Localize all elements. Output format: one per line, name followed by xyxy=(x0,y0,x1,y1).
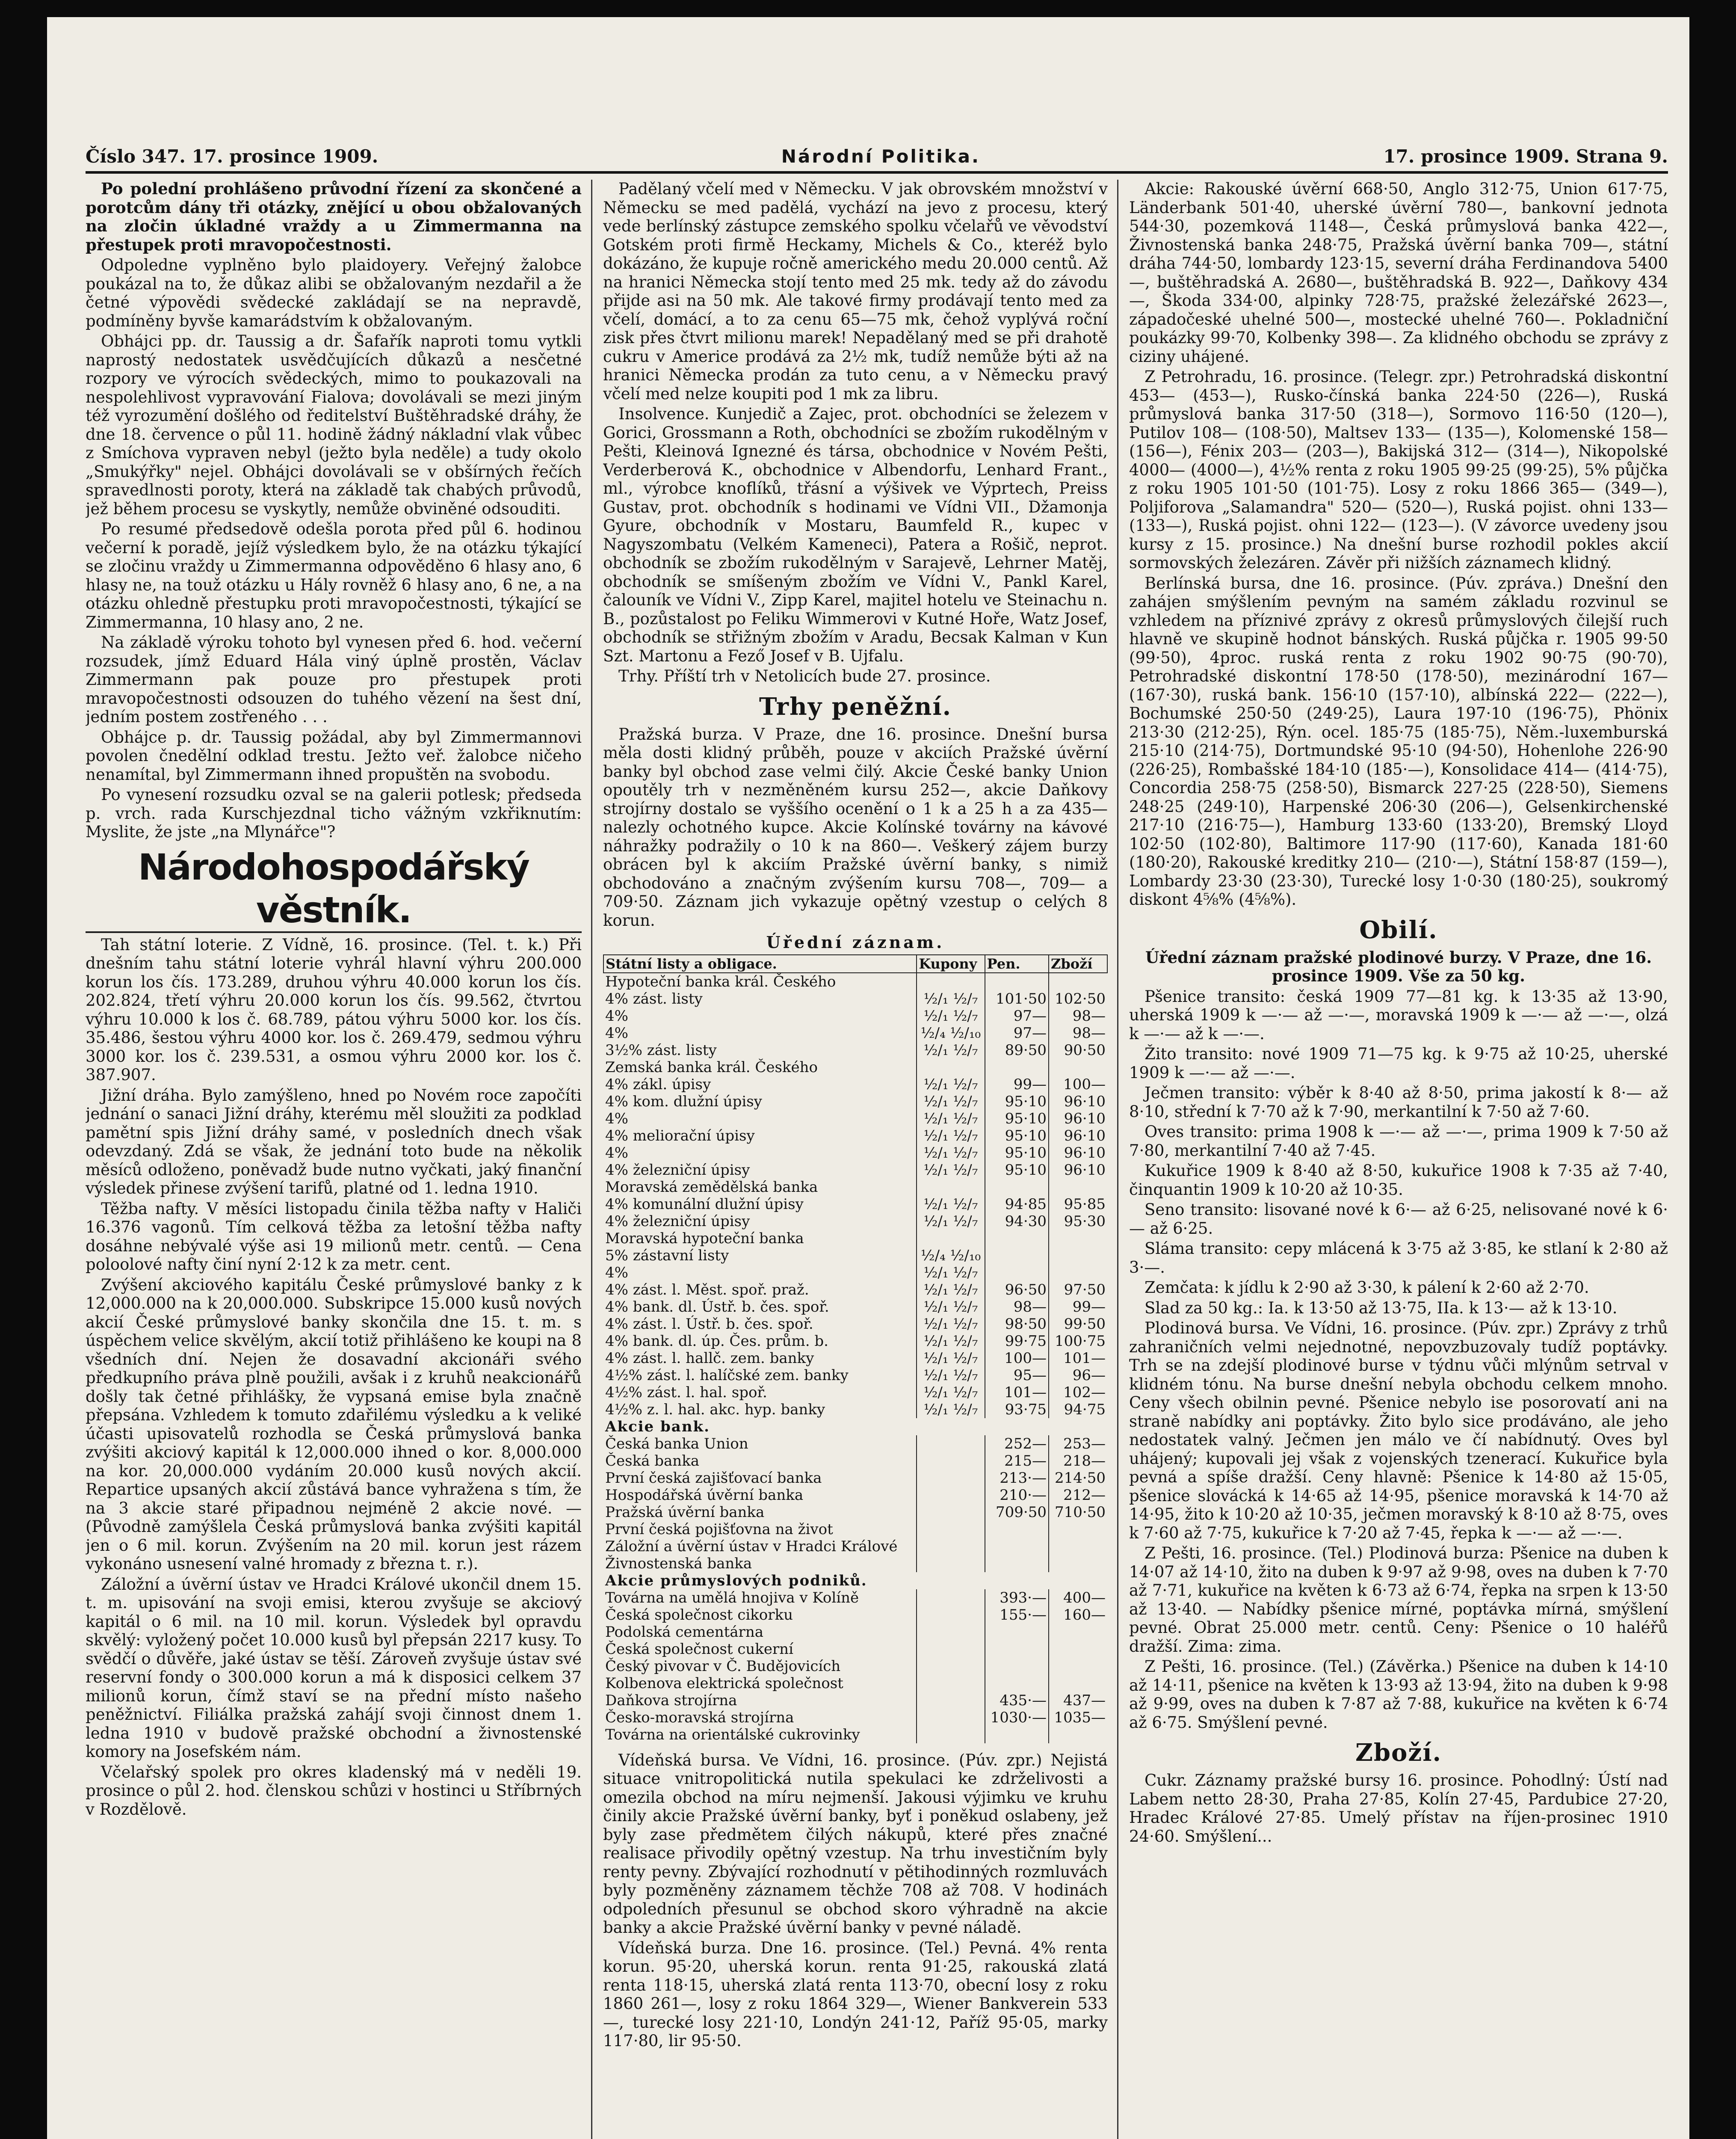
bond-table-row xyxy=(603,1401,1107,1418)
bond-table-row xyxy=(603,1333,1107,1350)
bond-coupon-cell: ½/₁ ½/₇ xyxy=(917,1281,985,1298)
bond-name-cell: Zemská banka král. Českého xyxy=(605,1058,818,1076)
bond-table-row xyxy=(603,1487,1107,1504)
newspaper-title: Národní Politika. xyxy=(781,146,980,167)
bond-table-row xyxy=(603,1161,1107,1179)
bond-name-cell: 4% železniční úpisy xyxy=(605,1161,750,1179)
oil-mining-article: Těžba nafty. V měsíci listopadu činila těžba nafty v Haliči 16.376 vagonů. Tím celková těžba za letošní těžba nafty dosáhne nebývalé výše asi 19 milionů metr. centů. — Cena poloolové nafty činí nyní 2·12 k za metr. cent. xyxy=(86,1199,582,1274)
bond-name-cell: 4% zákl. úpisy xyxy=(605,1075,711,1093)
bond-table-row xyxy=(603,1093,1107,1110)
bond-bid-cell xyxy=(985,1059,1049,1076)
bond-table-row xyxy=(603,1469,1107,1487)
bond-coupon-cell: ½/₁ ½/₇ xyxy=(917,1110,985,1127)
bond-bid-cell xyxy=(985,1641,1049,1658)
bond-ask-cell: 99— xyxy=(1049,1298,1107,1315)
bond-coupon-cell: ½/₄ ½/₁₀ xyxy=(917,1247,985,1264)
col-header-coupons: Kupony xyxy=(917,955,985,973)
bond-bid-cell: 252— xyxy=(985,1435,1049,1452)
bond-table-row xyxy=(603,1521,1107,1538)
bond-table-row xyxy=(603,990,1107,1007)
column-left xyxy=(86,180,582,2139)
bond-table-row xyxy=(603,1350,1107,1367)
wheat-quote: Pšenice transito: česká 1909 77—81 kg. k 13·35 až 13·90, uherská 1909 k —·— až —·—, moravská 1909 k —·— až —·—, olzá k —·— až k —·—. xyxy=(1129,987,1668,1043)
bond-coupon-cell xyxy=(917,1589,985,1606)
issue-number: Číslo 347. 17. prosince 1909. xyxy=(86,146,379,167)
newspaper-page xyxy=(47,17,1689,2139)
bond-table-row xyxy=(603,1179,1107,1196)
bond-table-row xyxy=(603,1196,1107,1213)
bond-coupon-cell xyxy=(917,1692,985,1709)
bond-ask-cell: 98— xyxy=(1049,1025,1107,1042)
bond-bid-cell: 100— xyxy=(985,1350,1049,1367)
bond-coupon-cell: ½/₁ ½/₇ xyxy=(917,1350,985,1367)
trial-verdict-vote: Po resumé předsedově odešla porota před půl 6. hodinou večerní k poradě, jejíž výsledkem bylo, že na otázku týkající se zločinu vraždy u Zimmermanna odpověděno 6 hlasy ano, 6 hlasy ne, na touž otázku u Hály rovněž 6 hlasy ano, 6 ne, a na otázku ohledně přestupku proti mravopočestnosti, týkající se Zimmermanna, 10 hlasy ano, 2 ne. xyxy=(86,520,582,631)
bond-table-row xyxy=(603,1692,1107,1709)
bond-table-row xyxy=(603,1452,1107,1469)
bond-ask-cell xyxy=(1049,1264,1107,1281)
bond-bid-cell xyxy=(985,1658,1049,1675)
bond-name-cell: Podolská cementárna xyxy=(605,1623,763,1641)
column-middle xyxy=(603,180,1108,2139)
bond-name-cell: Česká banka Union xyxy=(605,1435,748,1452)
bond-coupon-cell xyxy=(917,1179,985,1196)
bond-bid-cell: 709·50 xyxy=(985,1504,1049,1521)
bond-name-cell: 4½% zást. l. halíčské zem. banky xyxy=(605,1366,849,1384)
trial-sentence: Na základě výroku tohoto byl vynesen před 6. hod. večerní rozsudek, jímž Eduard Hála viný úplně prostěn, Václav Zimmermann pak pouze pro přestupek proti mravopočestnosti odsouzen do tuhého vězení na šest dní, jedním postem zostřeného . . . xyxy=(86,633,582,726)
potato-quote: Zemčata: k jídlu k 2·90 až 3·30, k pálení k 2·60 až 2·70. xyxy=(1145,1278,1589,1297)
bond-ask-cell xyxy=(1049,1179,1107,1196)
masthead xyxy=(86,141,1668,167)
col-header-ask: Zboží xyxy=(1049,955,1107,973)
bond-bid-cell: 97— xyxy=(985,1025,1049,1042)
bond-table-row xyxy=(603,1435,1107,1452)
bond-table-row xyxy=(603,1076,1107,1093)
bond-table-group-row xyxy=(603,1572,1107,1589)
bond-table-row xyxy=(603,1127,1107,1144)
bond-coupon-cell xyxy=(917,1555,985,1572)
bond-bid-cell: 101·50 xyxy=(985,990,1049,1007)
bond-ask-cell: 96·10 xyxy=(1049,1144,1107,1161)
bond-bid-cell: 94·30 xyxy=(985,1213,1049,1230)
money-markets-heading: Trhy peněžní. xyxy=(759,692,952,721)
bond-table-header xyxy=(603,955,1107,973)
bond-bid-cell: 435·— xyxy=(985,1692,1049,1709)
bond-table-row xyxy=(603,1298,1107,1315)
bond-ask-cell: 96·10 xyxy=(1049,1110,1107,1127)
bond-ask-cell: 96·10 xyxy=(1049,1161,1107,1179)
bond-coupon-cell: ½/₁ ½/₇ xyxy=(917,1007,985,1025)
bond-table-row xyxy=(603,1709,1107,1726)
bond-coupon-cell: ½/₁ ½/₇ xyxy=(917,1384,985,1401)
bond-table-row xyxy=(603,1555,1107,1572)
bond-bid-cell: 95·10 xyxy=(985,1127,1049,1144)
bond-bid-cell xyxy=(985,1264,1049,1281)
bond-ask-cell xyxy=(1049,1521,1107,1538)
bond-coupon-cell xyxy=(917,1230,985,1247)
bond-name-cell: Moravská zemědělská banka xyxy=(605,1178,818,1196)
bond-ask-cell xyxy=(1049,1624,1107,1641)
bond-ask-cell: 400— xyxy=(1049,1589,1107,1606)
bond-coupon-cell xyxy=(917,1624,985,1641)
bond-bid-cell: 393·— xyxy=(985,1589,1049,1606)
bond-bid-cell: 95·10 xyxy=(985,1161,1049,1179)
bond-name-cell: 4½% z. l. hal. akc. hyp. banky xyxy=(605,1401,825,1418)
trial-gallery: Po vynesení rozsudku ozval se na galerii potlesk; předseda p. vrch. rada Kurschjezdnal ticho vážným vzkřiknutím: Myslite, že jste „na Mlynářce"? xyxy=(86,785,582,841)
vienna-produce-exchange: Plodinová bursa. Ve Vídni, 16. prosince. (Púv. zpr.) Zprávy z trhů zahraničních velmi nejednotné, nepovzbuzovaly tudíž poptávky. Trh se na zdejší plodinové burse v týdnu vůči mlýnům setrval v klidném tónu. Na burse dnešní nebyla obchodu celkem mnoho. Ceny všech obilnin pevné. Pšenice nebylo ise posorovatí ani na straně nabídky ani poptávky. Žito bylo sice prodáváno, ale jeho nedostatek valný. Ječmen jen málo ve čí nabídnutý. Oves byl uhájený; kupovali jej však z vojenských tzenerací. Kukuřice byla pevná a spíše dražší. Ceny hlavně: Pšenice k 14·80 až 15·05, pšenice slovácká k 14·65 až 14·95, pšenice moravská k 14·70 až 14·95, žito k 10·20 až 10·35, ječmen moravský k 8·10 až 8·75, oves k 7·60 až 7·75, kukuřice k 7·20 až 7·45, řepka k —·— až —·—. xyxy=(1129,1319,1668,1542)
bond-ask-cell xyxy=(1049,1538,1107,1555)
bond-coupon-cell xyxy=(917,1469,985,1487)
bank-capital-article: Zvýšení akciového kapitálu České průmyslové banky z k 12,000.000 na k 20,000.000. Subskripce 15.000 kusů nových akcií České průmyslové banky skončila dne 15. t. m. s úspěchem velice skvělým, akcií totiž přihlášeno ke koupi na 8 všedních dní. Nejen že dosavadní akcionáři svého předkupního práva plně použili, avšak i z kruhů neakcionářů došly tak četné přihlášky, že vypsaná emise byla značně přepsána. Vzhledem k tomuto zdařilému výsledku a k veliké účasti upisovatelů rozhodla se Česká průmyslová banka zvýšiti akciový kapitál k 12,000.000 ihned o kor. 8,000.000 na kor. 20,000.000 vydáním 20.000 kusů nových akcií. Repartice upsaných akcií zůstává bance vyhražena s tím, že na 3 akcie staré připadnou nejméně 2 akcie nové. — (Původně zamýšlela Česká průmyslová banka zvýšiti kapitál jen o 6 mil. korun. Zvýšením na 20 mil. korun jest rázem vykonáno usnesení valné hromady z března t. r.). xyxy=(86,1275,582,1573)
bond-coupon-cell xyxy=(917,1521,985,1538)
lottery-article: Tah státní loterie. Z Vídně, 16. prosince. (Tel. t. k.) Při dnešním tahu státní loterie vyhrál hlavní výhru 200.000 korun los čís. 173.289, druhou výhru 40.000 korun los čís. 202.824, třetí výhru 20.000 korun los čís. 99.562, čtvrtou výhru 10.000 k los č. 68.789, pátou výhru 5000 kor. los čís. 35.486, šestou výhru 4000 kor. los č. 269.479, sedmou výhru 3000 kor. los č. 239.531, a osmou výhru 2000 kor. los č. 387.907. xyxy=(86,935,582,1084)
bond-bid-cell: 210·— xyxy=(985,1487,1049,1504)
bond-name-cell: 4% zást. l. Měst. spoř. praž. xyxy=(605,1281,809,1298)
vienna-exchange-article: Vídeňská bursa. Ve Vídni, 16. prosince. (Púv. zpr.) Nejistá situace vnitropolitická nutila spekulaci ke zdrželivosti a omezila obchod na míru nejmenší. Jakousi výjimku ve kruhu činily akcie Pražské úvěrní banky, byť i poněkud oslabeny, jež byly zase předmětem čilých nákupů, které přes značné realisace přivodily opětný vzestup. Na trhu investičním byly renty pevny. Zbývající rozhodnutí v pětihodinných rozmluvách byly pozměněny záznamem těchže 708 až 708. V hodinách odpoledních přesunul se obchod skoro výhradně na akcie banky a akcie Pražské úvěrní banky v pevné náladě. xyxy=(603,1751,1108,1937)
fake-honey-article: Padělaný včelí med v Německu. V jak obrovském množství v Německu se med padělá, vychází na jevo z procesu, který vede berlínský zástupce zemského spolku včelařů ve věvodství Gotském proti firmě Heckamy, Michels & Co., kteréž bylo dokázáno, že kupuje ročně amerického medu 20.000 centů. Až na hranici Německa stojí tento med 25 mk. tedy až do závodu přijde asi na 50 mk. Ale takové firmy prodávají tento med za včelí, domácí, a to za cenu 65—75 mk, čehož vyplývá roční zisk přes čtvrt milionu marek! Nepadělaný med se při drahotě cukru v Americe prodává za 2½ mk, tudíž nemůže býti až na hranici Německa prodán za tuto cenu, a v Německu pravý včelí med nelze koupiti pod 1 mk za libru. xyxy=(603,180,1108,403)
bond-table-row xyxy=(603,1110,1107,1127)
bond-name-cell: První česká pojišťovna na život xyxy=(605,1520,833,1538)
bond-ask-cell xyxy=(1049,973,1107,990)
bond-name-cell: Továrna na orientálské cukrovinky xyxy=(605,1726,860,1743)
bond-name-cell: 4% xyxy=(605,1007,628,1025)
bond-name-cell: 4% bank. dl. úp. Čes. prům. b. xyxy=(605,1332,828,1350)
bond-ask-cell xyxy=(1049,1059,1107,1076)
bond-ask-cell: 437— xyxy=(1049,1692,1107,1709)
bond-bid-cell xyxy=(985,1624,1049,1641)
bond-ask-cell: 102— xyxy=(1049,1384,1107,1401)
bond-name-cell: Moravská hypoteční banka xyxy=(605,1229,804,1247)
bond-bid-cell: 95·10 xyxy=(985,1144,1049,1161)
bond-ask-cell xyxy=(1049,1247,1107,1264)
bond-name-cell: Továrna na umělá hnojiva v Kolíně xyxy=(605,1589,859,1606)
bond-bid-cell xyxy=(985,973,1049,990)
grain-official-title: Úřední záznam pražské plodinové burzy. V Praze, dne 16. prosince 1909. Vše za 50 kg. xyxy=(1145,948,1652,985)
bond-coupon-cell: ½/₁ ½/₇ xyxy=(917,1264,985,1281)
berlin-exchange: Berlínská bursa, dne 16. prosince. (Púv. zpráva.) Dnešní den zahájen smýšlením pevným na samém základu rozvinul se vzhledem na příznivé zprávy z okresů průmyslových čilejší ruch hlavně ve skupině hodnot bánských. Ruská půjčka r. 1905 99·50 (99·50), 4proc. ruská renta z roku 1902 90·75 (90·70), Petrohradské diskontní 178·50 (178·50), mezinárodní 167— (167·30), ruská bank. 156·10 (157·10), albínská 222— (222—), Bochumské 250·50 (249·25), Laura 197·10 (196·75), Phönix 213·30 (212·25), Rýn. ocel. 185·75 (185·75), Něm.-luxemburská 215·10 (214·75), Dortmundské 95·10 (94·50), Hohenlohe 226·90 (226·25), Rombašské 184·10 (185·—), Konsolidace 414— (414·75), Concordia 258·75 (258·50), Bismarck 227·25 (228·50), Siemens 248·25 (249·10), Harpenské 206·30 (206—), Gelsenkirchenské 217·10 (216·75—), Hamburg 133·60 (133·20), Bremský Lloyd 102·50 (102·80), Baltimore 117·90 (117·60), Kanada 181·60 (180·20), Rakouské kreditky 210— (210·—), Státní 158·87 (159—), Lombardy 23·30 (23·30), Turecké losy 1·0·30 (180·25), soukromý diskont 4⅝% (4⅝%). xyxy=(1129,574,1668,909)
bond-name-cell: Český pivovar v Č. Budějovicích xyxy=(605,1657,841,1675)
bond-bid-cell xyxy=(985,1521,1049,1538)
bond-name-cell: Záložní a úvěrní ústav v Hradci Králové xyxy=(605,1538,898,1555)
bond-ask-cell: 96·10 xyxy=(1049,1093,1107,1110)
barley-quote: Ječmen transito: výběr k 8·40 až 8·50, prima jakostí k 8·— až 8·10, střední k 7·70 až k 7·90, merkantilní k 7·50 až 7·60. xyxy=(1129,1084,1668,1121)
bond-bid-cell: 95·10 xyxy=(985,1110,1049,1127)
bond-coupon-cell: ½/₁ ½/₇ xyxy=(917,1333,985,1350)
bond-bid-cell: 95— xyxy=(985,1367,1049,1384)
bond-name-cell: Hypoteční banka král. Českého xyxy=(605,973,836,990)
bond-ask-cell: 95·30 xyxy=(1049,1213,1107,1230)
bond-table-row xyxy=(603,1059,1107,1076)
shares-quotes: Akcie: Rakouské úvěrní 668·50, Anglo 312·75, Union 617·75, Länderbank 501·40, uherské úvěrní 780—, bankovní jednota 544·30, pozemková 1148—, Česká průmyslová banka 422—, Živnostenská banka 248·75, Pražská úvěrní banka 709—, státní dráha 744·50, lombardy 123·15, severní dráha Ferdinandova 5400—, buštěhradská A. 2680—, buštěhradská B. 922—, Daňkovy 434—, Škoda 334·00, alpinky 728·75, pražské železářské 2623—, západočeské uhelné 500—, mostecké uhelné 760—. Pokladniční poukázky 99·70, Kolbenky 398—. Za klidného obchodu se zprávy z ciziny uhájené. xyxy=(1129,180,1668,366)
bond-ask-cell: 214·50 xyxy=(1049,1469,1107,1487)
bond-coupon-cell: ½/₁ ½/₇ xyxy=(917,1093,985,1110)
bond-table-row xyxy=(603,1264,1107,1281)
bond-name-cell: Daňkova strojírna xyxy=(605,1692,737,1709)
bond-name-cell: První česká zajišťovací banka xyxy=(605,1469,822,1487)
bond-coupon-cell xyxy=(917,973,985,990)
bond-coupon-cell: ½/₁ ½/₇ xyxy=(917,1144,985,1161)
bond-table-row xyxy=(603,1624,1107,1641)
bond-table-row xyxy=(603,1042,1107,1059)
bond-bid-cell xyxy=(985,1555,1049,1572)
bond-name-cell: 4% xyxy=(605,1110,628,1127)
col-header-bid: Pen. xyxy=(985,955,1049,973)
bond-bid-cell xyxy=(985,1247,1049,1264)
bond-coupon-cell xyxy=(917,1059,985,1076)
pest-closing: Z Pešti, 16. prosince. (Tel.) (Závěrka.) Pšenice na duben k 14·10 až 14·11, pšenice na květen k 13·93 až 13·94, žito na duben k 9·98 až 9·99, oves na duben k 7·87 až 7·88, kukuřice na květen k 6·74 až 6·75. Smýšlení pevné. xyxy=(1129,1657,1668,1732)
bond-bid-cell: 213·— xyxy=(985,1469,1049,1487)
bond-bid-cell: 155·— xyxy=(985,1606,1049,1624)
bond-table-group-row xyxy=(603,1418,1107,1435)
column-rule-1 xyxy=(591,180,592,2139)
official-quotes-title: Úřední záznam. xyxy=(766,933,945,952)
bond-ask-cell: 94·75 xyxy=(1049,1401,1107,1418)
prague-exchange-article: Pražská burza. V Praze, dne 16. prosince. Dnešní bursa měla dosti klidný průběh, pouze v akciích Pražské úvěrní banky byl obchod zase velmi čilý. Akcie České banky Union opoutěly trh v nezměněném kursu 252—, akcie Daňkovy strojírny dostalo se vyššího ocenění o 1 k a 25 h a za 435— nalezly ochotného kupce. Akcie Kolínské továrny na kávové náhražky podražily o 10 k na 860—. Veškerý zájem burzy obrácen byl k akciím Pražské úvěrní banky, s nimiž obchodováno a značným zvýšením kursu 708—, 709— a 709·50. Záznam jich vykazuje opětný vzestup o celých 8 korun. xyxy=(603,725,1108,930)
bond-ask-cell: 100·75 xyxy=(1049,1333,1107,1350)
bond-bid-cell: 89·50 xyxy=(985,1042,1049,1059)
rye-quote: Žito transito: nové 1909 71—75 kg. k 9·75 až 10·25, uherské 1909 k —·— až —·—. xyxy=(1129,1045,1668,1082)
bond-coupon-cell: ½/₁ ½/₇ xyxy=(917,1196,985,1213)
column-rule-2 xyxy=(1117,180,1118,2139)
southern-railway-article: Jižní dráha. Bylo zamýšleno, hned po Novém roce započíti jednání o sanaci Jižní dráhy, kterému měl sloužiti za podklad pamětní spis Jižní dráhy samé, v posledních dnech však odevzdaný. Zdá se však, že jednání toto bude na několik měsíců odloženo, poněvadž bude nutno vyčkati, jaký finanční výsledek přinese zvýšení tarifů, platné od 1. ledna 1910. xyxy=(86,1086,582,1197)
bond-coupon-cell: ½/₁ ½/₇ xyxy=(917,1127,985,1144)
sugar-quote: Cukr. Záznamy pražské bursy 16. prosince. Pohodlný: Ústí nad Labem netto 28·30, Praha 27·85, Kolín 27·45, Pardubice 27·20, Hradec Králové 27·85. Umelý přístav na říjen-prosinec 1910 24·60. Smýšlení... xyxy=(1129,1771,1668,1846)
economic-section-title: Národohospodářský věstník. xyxy=(86,846,582,933)
bond-name-cell: 4% meliorační úpisy xyxy=(605,1127,755,1144)
bond-coupon-cell xyxy=(917,1538,985,1555)
bond-ask-cell: 212— xyxy=(1049,1487,1107,1504)
bond-bid-cell: 96·50 xyxy=(985,1281,1049,1298)
bond-ask-cell: 710·50 xyxy=(1049,1504,1107,1521)
bond-bid-cell: 97— xyxy=(985,1007,1049,1025)
bond-table-row xyxy=(603,1230,1107,1247)
page-number: 17. prosince 1909. Strana 9. xyxy=(1383,146,1668,167)
bond-coupon-cell: ½/₁ ½/₇ xyxy=(917,1161,985,1179)
vienna-exchange-quotes: Vídeňská burza. Dne 16. prosince. (Tel.) Pevná. 4% renta korun. 95·20, uherská korun. renta 91·25, rakouská zlatá renta 118·15, uherská zlatá renta 113·70, obecní losy z roku 1860 261—, losy z roku 1864 329—, Wiener Bankverein 533—, turecké losy 221·10, Londýn 241·12, Paříž 95·05, marky 117·80, lir 95·50. xyxy=(603,1938,1108,2050)
malt-quote: Slad za 50 kg.: Ia. k 13·50 až 13·75, IIa. k 13·— až k 13·10. xyxy=(1145,1298,1618,1317)
bond-bid-cell xyxy=(985,1538,1049,1555)
bond-table-row xyxy=(603,1675,1107,1692)
bond-coupon-cell xyxy=(917,1606,985,1624)
bond-name-cell: 4% xyxy=(605,1144,628,1161)
bond-table-row xyxy=(603,1025,1107,1042)
bond-name-cell: 4% xyxy=(605,1024,628,1042)
masthead-rule xyxy=(86,171,1668,174)
bond-coupon-cell: ½/₄ ½/₁₀ xyxy=(917,1025,985,1042)
bond-ask-cell: 218— xyxy=(1049,1452,1107,1469)
hradec-bank-article: Záložní a úvěrní ústav ve Hradci Králové ukončil dnem 15. t. m. upisování na svoji emisi, kterou zvyšuje se akciový kapitál o 6 mil. na 10 mil. korun. Výsledek byl opravdu skvělý: vyložený počet 10.000 kusů byl přepsán 2217 kusy. To svědčí o důvěře, jaké ústav se těší. Zároveň zvyšuje ústav své reservní fondy o 300.000 korun a má k disposici celkem 37 milionů korun, čímž staví se na přední místo našeho peněžnictví. Filiálka pražská zahájí svoji činnost dnem 1. ledna 1910 v budově pražské obchodní a živnostenské komory na Josefském nám. xyxy=(86,1575,582,1761)
trial-release: Obhájce p. dr. Taussig požádal, aby byl Zimmermannovi povolen čnedělní odklad trestu. Ježto veř. žalobce ničeho nenamítal, byl Zimmermann ihned propuštěn na svobodu. xyxy=(86,728,582,784)
bond-ask-cell: 160— xyxy=(1049,1606,1107,1624)
bond-ask-cell: 97·50 xyxy=(1049,1281,1107,1298)
bond-name-cell: 4% železniční úpisy xyxy=(605,1212,750,1230)
markets-notice: Trhy. Příští trh v Netolicích bude 27. prosince. xyxy=(618,667,991,685)
bond-table-row xyxy=(603,1641,1107,1658)
bond-name-cell: 4% zást. l. hallč. zem. banky xyxy=(605,1349,814,1367)
bond-ask-cell: 90·50 xyxy=(1049,1042,1107,1059)
trial-intro: Po polední prohlášeno průvodní řízení za skončené a porotcům dány tři otázky, znějící u obou obžalovaných na zločin úkladné vraždy a u Zimmermanna na přestupek proti mravopočestnosti. xyxy=(86,180,582,254)
bond-ask-cell: 98— xyxy=(1049,1007,1107,1025)
bond-bid-cell: 99·75 xyxy=(985,1333,1049,1350)
bond-ask-cell xyxy=(1049,1641,1107,1658)
bond-name-cell: Česká společnost cukerní xyxy=(605,1640,793,1658)
bond-ask-cell xyxy=(1049,1555,1107,1572)
bond-bid-cell xyxy=(985,1179,1049,1196)
bond-coupon-cell xyxy=(917,1675,985,1692)
straw-quote: Sláma transito: cepy mlácená k 3·75 až 3·85, ke stlaní k 2·80 až 3·—. xyxy=(1129,1239,1668,1277)
bond-name-cell: Česko-moravská strojírna xyxy=(605,1709,794,1726)
bond-coupon-cell: ½/₁ ½/₇ xyxy=(917,1076,985,1093)
bond-table-row xyxy=(603,1504,1107,1521)
bond-name-cell: Živnostenská banka xyxy=(605,1555,752,1572)
bond-table-row xyxy=(603,1606,1107,1624)
grain-heading: Obilí. xyxy=(1359,915,1438,944)
trial-plaidoyer: Odpoledne vyplněno bylo plaidoyery. Veřejný žalobce poukázal na to, že důkaz alibi se obžalovaným nezdařil a že četné výpovědi svědecké zakládají se na nepravdě, podmíněny byvše kamarádstvím k obžalovaným. xyxy=(86,256,582,330)
bond-bid-cell: 95·10 xyxy=(985,1093,1049,1110)
bond-ask-cell: 102·50 xyxy=(1049,990,1107,1007)
bond-table-row xyxy=(603,1144,1107,1161)
bond-coupon-cell: ½/₁ ½/₇ xyxy=(917,990,985,1007)
corn-quote: Kukuřice 1909 k 8·40 až 8·50, kukuřice 1908 k 7·35 až 7·40, činquantin 1909 k 10·20 až 10·35. xyxy=(1129,1161,1668,1199)
bond-bid-cell xyxy=(985,1675,1049,1692)
bond-bid-cell xyxy=(985,1230,1049,1247)
bond-name-cell: 5% zástavní listy xyxy=(605,1247,729,1264)
bond-ask-cell: 99·50 xyxy=(1049,1315,1107,1333)
bond-name-cell: Kolbenova elektrická společnost xyxy=(605,1674,843,1692)
bond-ask-cell: 96— xyxy=(1049,1367,1107,1384)
petersburg-exchange: Z Petrohradu, 16. prosince. (Telegr. zpr.) Petrohradská diskontní 453— (453—), Rusko-čínská banka 224·50 (226—), Ruská průmyslová banka 317·50 (318—), Sormovo 116·50 (120—), Putilov 108— (108·50), Maltsev 133— (135—), Kolomenské 158— (156—), Fénix 203— (203—), Bakijská 312— (314—), Nikopolské 4000— (4000—), 4½% renta z roku 1905 99·25 (99·25), 5% půjčka z roku 1905 101·50 (101·75). Losy z roku 1866 365— (349—), Poljiforova „Salamandra" 520— (520—), Ruská pojist. ohni 133— (133—), Ruská pojist. ohni 122— (123—). (V závorce uvedeny jsou kursy z 15. prosince.) Na dnešní burse rozhodil pokles akcií sormovských železáren. Závěr při nižších záznamech klidný. xyxy=(1129,367,1668,572)
bond-coupon-cell xyxy=(917,1487,985,1504)
bond-name-cell: Hospodářská úvěrní banka xyxy=(605,1486,804,1504)
column-right xyxy=(1129,180,1668,2139)
bond-ask-cell: 101— xyxy=(1049,1350,1107,1367)
bond-bid-cell: 215— xyxy=(985,1452,1049,1469)
insolvency-article: Insolvence. Kunjedič a Zajec, prot. obchodníci se železem v Gorici, Grossmann a Roth, obchodníci se zbožím rukodělným v Pešti, Kleinová Ignezné és társa, obchodnice v Novém Pešti, Verderberová K., obchodnice v Albendorfu, Lenhard Frant., ml., výrobce knoflíků, třásní a výšivek ve Výprtech, Preiss Gustav, prot. obchodník s hodinami ve Vídni VII., Džamonja Gyure, obchodník v Mostaru, Baumfeld R., kupec v Nagyszombatu (Velkém Kameneci), Patera a Rošič, neprot. obchodník se zbožím rukodělným v Sarajevě, Lehrner Matěj, obchodník se smíšeným zbožím ve Vídni V., Pankl Karel, čalouník ve Vídni V., Zipp Karel, majitel hotelu ve Steinachu n. B., pozůstalost po Feliku Wimmerovi v Kutné Hoře, Watz Josef, obchodník se střižným zbožím v Aradu, Becsak Kalman v Kun Szt. Martonu a Fező Josef v B. Ujfalu. xyxy=(603,405,1108,665)
bond-name-cell: 4% kom. dlužní úpisy xyxy=(605,1093,762,1110)
bond-name-cell: 4% zást. listy xyxy=(605,990,703,1007)
col-header-name: Státní listy a obligace. xyxy=(603,955,917,973)
hay-quote: Seno transito: lisované nové k 6·— až 6·25, nelisované nové k 6·— až 6·25. xyxy=(1129,1200,1668,1238)
bond-coupon-cell xyxy=(917,1435,985,1452)
bond-table-row xyxy=(603,1384,1107,1401)
bond-table-row xyxy=(603,1213,1107,1230)
bond-table-row xyxy=(603,1007,1107,1025)
bond-coupon-cell xyxy=(917,1709,985,1726)
goods-heading: Zboží. xyxy=(1355,1739,1442,1767)
bond-name-cell: 4½% zást. l. hal. spoř. xyxy=(605,1384,767,1401)
bond-bid-cell: 93·75 xyxy=(985,1401,1049,1418)
bond-ask-cell: 95·85 xyxy=(1049,1196,1107,1213)
bond-ask-cell xyxy=(1049,1726,1107,1743)
bond-name-cell: 4% xyxy=(605,1264,628,1281)
bond-table-row xyxy=(603,1726,1107,1743)
bond-bid-cell: 94·85 xyxy=(985,1196,1049,1213)
bond-coupon-cell: ½/₁ ½/₇ xyxy=(917,1213,985,1230)
bond-coupon-cell xyxy=(917,1641,985,1658)
bond-table-row xyxy=(603,1315,1107,1333)
bond-name-cell: Česká společnost cikorku xyxy=(605,1606,793,1624)
bond-coupon-cell: ½/₁ ½/₇ xyxy=(917,1298,985,1315)
bond-name-cell: Akcie bank. xyxy=(605,1418,710,1435)
bond-table-row xyxy=(603,1538,1107,1555)
bond-ask-cell: 253— xyxy=(1049,1435,1107,1452)
bond-coupon-cell: ½/₁ ½/₇ xyxy=(917,1315,985,1333)
bond-name-cell: Pražská úvěrní banka xyxy=(605,1503,765,1521)
bond-bid-cell: 99— xyxy=(985,1076,1049,1093)
bond-ask-cell xyxy=(1049,1230,1107,1247)
bond-ask-cell: 100— xyxy=(1049,1076,1107,1093)
bond-name-cell: 4% bank. dl. Ústř. b. čes. spoř. xyxy=(605,1298,829,1315)
bond-coupon-cell xyxy=(917,1658,985,1675)
bond-coupon-cell xyxy=(917,1726,985,1743)
bond-coupon-cell xyxy=(917,1504,985,1521)
bond-bid-cell: 98— xyxy=(985,1298,1049,1315)
bond-name-cell: Akcie průmyslových podniků. xyxy=(605,1572,867,1589)
bond-coupon-cell xyxy=(917,1452,985,1469)
beekeeping-article: Včelařský spolek pro okres kladenský má v neděli 19. prosince o půl 2. hod. členskou schůzi v hostinci u Stříbrných v Rozdělově. xyxy=(86,1763,582,1819)
bond-table-row xyxy=(603,973,1107,990)
bond-name-cell: 4% zást. l. Ústř. b. čes. spoř. xyxy=(605,1315,813,1333)
bond-table-row xyxy=(603,1281,1107,1298)
bond-coupon-cell: ½/₁ ½/₇ xyxy=(917,1042,985,1059)
bond-coupon-cell: ½/₁ ½/₇ xyxy=(917,1401,985,1418)
oats-quote: Oves transito: prima 1908 k —·— až —·—, prima 1909 k 7·50 až 7·80, merkantilní 7·40 až 7·45. xyxy=(1129,1123,1668,1160)
bond-name-cell: 4% komunální dlužní úpisy xyxy=(605,1195,804,1213)
bond-ask-cell xyxy=(1049,1675,1107,1692)
pest-produce-exchange: Z Pešti, 16. prosince. (Tel.) Plodinová burza: Pšenice na duben k 14·07 až 14·10, žito na duben k 9·97 až 9·98, oves na duben k 7·70 až 7·71, kukuřice na květen k 6·73 až 6·74, řepka na srpen k 13·50 až 13·40. — Nabídky pšenice mírné, poptávka mírná, smýšlení pevné. Obrat 25.000 metr. centů. Ceny: Pšenice o 10 haléřů dražší. Zima: zima. xyxy=(1129,1544,1668,1656)
bond-bid-cell xyxy=(985,1726,1049,1743)
bond-ask-cell xyxy=(1049,1658,1107,1675)
bond-table-row xyxy=(603,1367,1107,1384)
bond-bid-cell: 101— xyxy=(985,1384,1049,1401)
bond-quotes-table xyxy=(603,954,1108,1743)
bond-bid-cell: 98·50 xyxy=(985,1315,1049,1333)
bond-table-row xyxy=(603,1247,1107,1264)
bond-table-row xyxy=(603,1589,1107,1606)
bond-table-row xyxy=(603,1658,1107,1675)
trial-defense: Obhájci pp. dr. Taussig a dr. Šafařík naproti tomu vytkli naprostý nedostatek usvědčujících důkazů a nesčetné rozpory ve výrocích svědeckých, mimo to poukazovali na nespolehlivost vypravování Fialova; dovolávali se mezi jiným též vyrozumění došlého od ředitelství Buštěhradské dráhy, že dne 18. července o půl 11. hodině žádný nákladní vlak vůbec z Smíchova vypraven nebyl (ježto byla neděle) a tudy okolo „Smukýřky" nejel. Obhájci dovolávali se v obšírných řečích spravedlnosti poroty, která na základě tak chabých průvodů, jež během procesu se vyskytly, nemůže obviněné odsouditi. xyxy=(86,332,582,518)
bond-name-cell: 3½% zást. listy xyxy=(605,1041,717,1059)
bond-bid-cell: 1030·— xyxy=(985,1709,1049,1726)
bond-coupon-cell: ½/₁ ½/₇ xyxy=(917,1367,985,1384)
bond-name-cell: Česká banka xyxy=(605,1452,700,1469)
bond-ask-cell: 1035— xyxy=(1049,1709,1107,1726)
bond-ask-cell: 96·10 xyxy=(1049,1127,1107,1144)
